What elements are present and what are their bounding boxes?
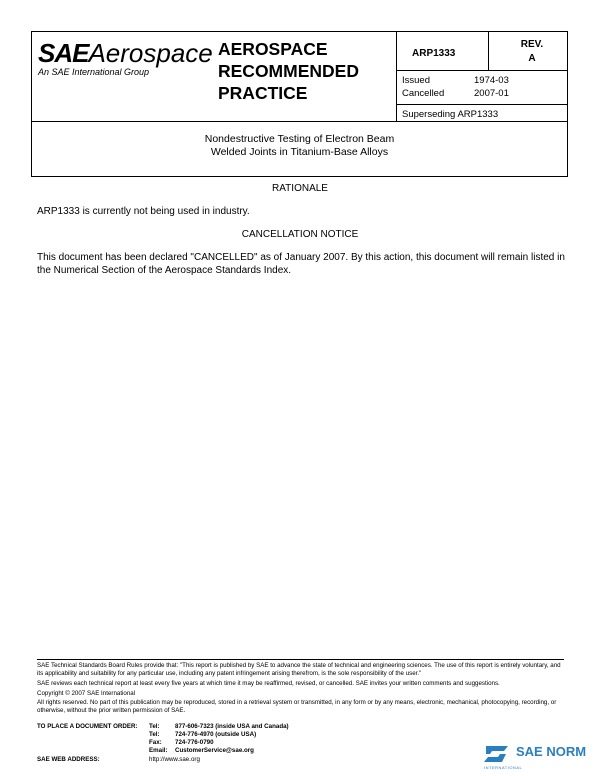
tel-value[interactable]: 877-606-7323 (inside USA and Canada): [175, 723, 289, 730]
issued-date: 1974-03: [474, 75, 509, 86]
subject-line-2: Welded Joints in Titanium-Base Alloys: [210, 146, 389, 158]
review-policy-text: SAE reviews each technical report at least every five years at which time it may be reaffirmed, revised, or cancelled. SAE invites your written comments and suggestions.: [37, 680, 500, 687]
superseding-note: Superseding ARP1333: [402, 109, 499, 120]
rationale-text: ARP1333 is currently not being used in industry.: [37, 206, 250, 217]
stamp-name: SAE NORM: [516, 744, 587, 759]
issued-label: Issued: [402, 75, 430, 86]
document-type-title: [218, 38, 398, 104]
revision-value: A: [528, 53, 536, 64]
header-divider: [396, 32, 397, 121]
stamp-subtitle: INTERNATIONAL: [484, 765, 523, 770]
document-number: ARP1333: [412, 48, 456, 59]
header-divider: [396, 104, 567, 105]
rationale-heading: RATIONALE: [272, 183, 328, 194]
header-divider: [488, 32, 489, 70]
web-label: SAE WEB ADDRESS:: [37, 756, 100, 763]
logo-sae-text: SAE: [38, 38, 89, 68]
fax-label: Fax:: [149, 739, 162, 746]
header-divider: [396, 70, 567, 71]
rights-notice: All rights reserved. No part of this publication may be reproduced, stored in a retrieval system or transmitted, in any form or by any means, electronic, mechanical, photocopying, recording, or otherwise, without the prior written permission of SAE.: [37, 699, 557, 714]
cancellation-text: This document has been declared "CANCELLED" as of January 2007. By this action, this document will remain listed in the Numerical Section of the Aerospace Standards Index.: [37, 252, 565, 276]
tel2-label: Tel:: [149, 731, 160, 738]
tel2-value[interactable]: 724-776-4970 (outside USA): [175, 731, 257, 738]
logo-aerospace-text: Aerospace: [88, 38, 213, 68]
order-email-row: [149, 747, 254, 755]
title-line-2: RECOMMENDED: [218, 61, 359, 81]
fax-value: 724-776-0790: [175, 739, 214, 746]
sae-norm-logo-icon: [484, 742, 514, 764]
order-label: TO PLACE A DOCUMENT ORDER:: [37, 723, 138, 730]
revision-label: REV.: [520, 39, 544, 50]
web-address[interactable]: http://www.sae.org: [149, 756, 200, 763]
board-rules-text: SAE Technical Standards Board Rules provide that: "This report is published by SAE to advance the state of technical and engineering sciences. The use of this report is entirely voluntary, and its applicability and suitability for any particular use, including any patent infringement arising therefrom, is the sole responsibility of the user.": [37, 662, 561, 677]
order-tel2-row: [149, 731, 256, 739]
cancellation-heading: CANCELLATION NOTICE: [241, 229, 359, 240]
title-line-1: AEROSPACE: [218, 39, 328, 59]
email-value[interactable]: CustomerService@sae.org: [175, 747, 254, 754]
document-header: [31, 31, 568, 122]
sae-norm-watermark: [484, 742, 596, 772]
title-line-3: PRACTICE: [218, 83, 308, 103]
cancelled-label: Cancelled: [402, 88, 445, 99]
subject-line-1: Nondestructive Testing of Electron Beam: [204, 133, 395, 145]
order-fax-row: [149, 739, 214, 747]
logo-wordmark: [38, 40, 213, 66]
tel-label: Tel:: [149, 723, 160, 730]
footer-divider: [37, 659, 564, 660]
sae-aerospace-logo: [32, 32, 213, 121]
order-tel-row: [149, 723, 289, 731]
document-subject: [31, 121, 568, 177]
logo-tagline: An SAE International Group: [38, 67, 150, 77]
copyright-notice: Copyright © 2007 SAE International: [37, 690, 136, 697]
cancelled-date: 2007-01: [474, 88, 509, 99]
email-label: Email:: [149, 747, 168, 754]
